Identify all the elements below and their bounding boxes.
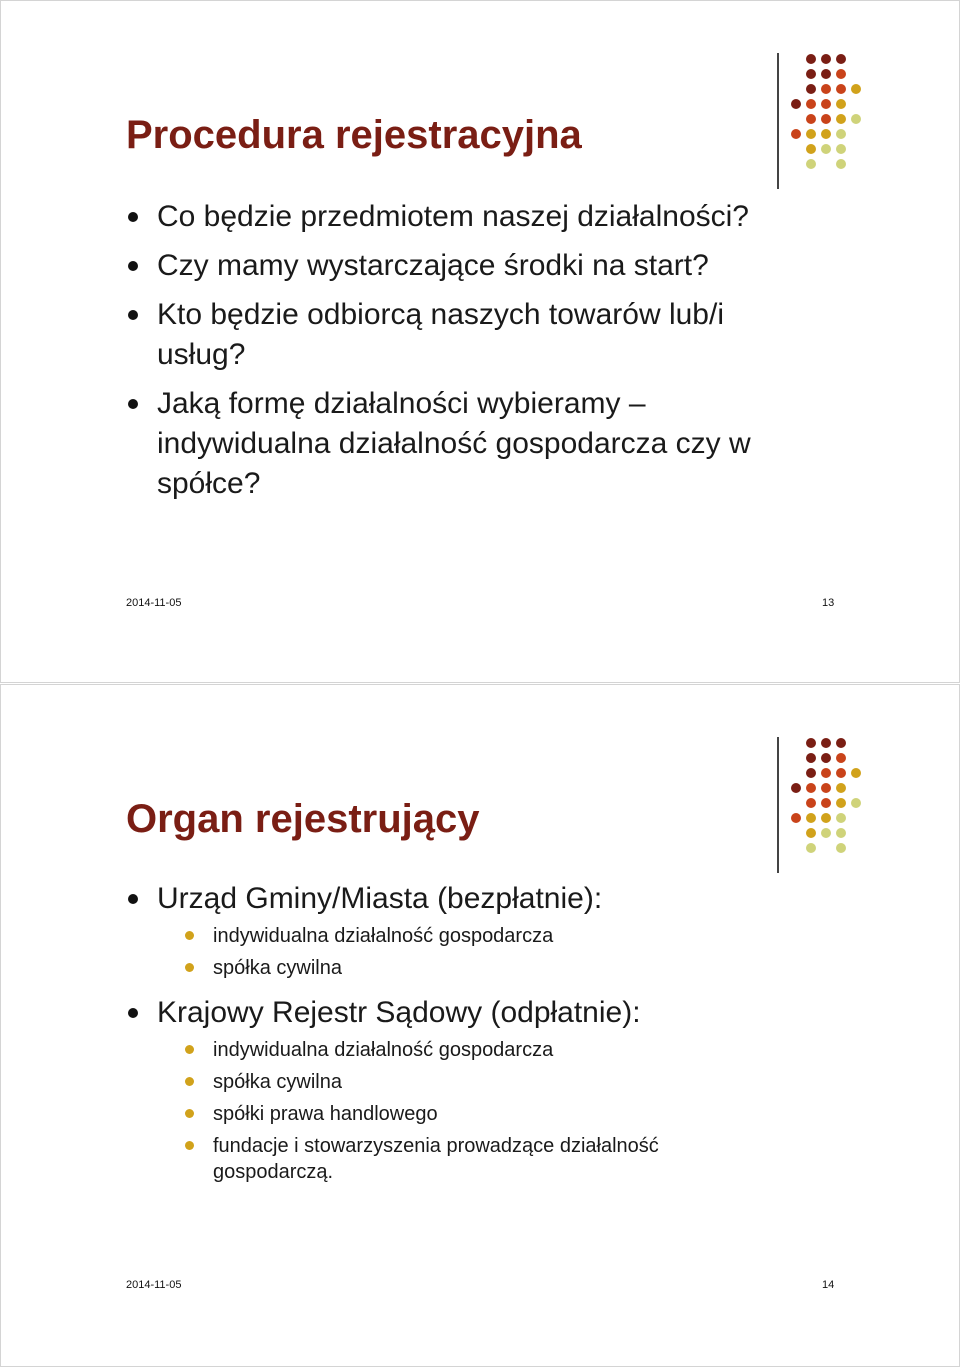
decorative-dot xyxy=(836,84,846,94)
decorative-dot xyxy=(821,84,831,94)
sub-bullet-item: spółka cywilna xyxy=(157,955,826,981)
decorative-dot xyxy=(821,783,831,793)
decorative-dot xyxy=(851,798,861,808)
decorative-dot xyxy=(851,84,861,94)
divider-line xyxy=(777,53,779,189)
page-number: 13 xyxy=(822,597,835,609)
decorative-dot xyxy=(836,69,846,79)
sub-bullet-item: spółki prawa handlowego xyxy=(157,1101,826,1127)
bullet-item: Jaką formę działalności wybieramy – indywidualna działalność gospodarcza czy w spółce? xyxy=(126,384,766,504)
decorative-dot xyxy=(806,99,816,109)
decorative-dot xyxy=(836,129,846,139)
decorative-dot xyxy=(806,843,816,853)
decorative-dot xyxy=(836,813,846,823)
decorative-dot xyxy=(836,753,846,763)
bullet-item: Krajowy Rejestr Sądowy (odpłatnie): xyxy=(126,993,826,1033)
bullet-item: Urząd Gminy/Miasta (bezpłatnie): xyxy=(126,879,826,919)
decorative-dot xyxy=(806,54,816,64)
bullet-item: Kto będzie odbiorcą naszych towarów lub/i usług? xyxy=(126,295,766,375)
slide-title: Organ rejestrujący xyxy=(126,797,480,841)
decorative-dot xyxy=(806,144,816,154)
footer-date: 2014-11-05 xyxy=(126,1279,182,1291)
decorative-dot-pattern xyxy=(777,737,877,877)
decorative-dot xyxy=(806,129,816,139)
decorative-dot xyxy=(791,813,801,823)
decorative-dot xyxy=(791,129,801,139)
decorative-dot xyxy=(836,738,846,748)
decorative-dot xyxy=(821,828,831,838)
decorative-dot xyxy=(806,69,816,79)
decorative-dot xyxy=(791,783,801,793)
decorative-dot xyxy=(851,768,861,778)
sub-bullet-item: indywidualna działalność gospodarcza xyxy=(157,923,826,949)
decorative-dot xyxy=(821,813,831,823)
footer-date: 2014-11-05 xyxy=(126,597,182,609)
decorative-dot xyxy=(851,114,861,124)
decorative-dot xyxy=(806,753,816,763)
decorative-dot xyxy=(806,738,816,748)
decorative-dot xyxy=(821,114,831,124)
decorative-dot xyxy=(821,99,831,109)
sub-bullet-item: fundacje i stowarzyszenia prowadzące działalność gospodarczą. xyxy=(157,1133,733,1185)
bullet-list xyxy=(126,879,826,1185)
decorative-dot xyxy=(836,99,846,109)
decorative-dot xyxy=(821,129,831,139)
decorative-dot xyxy=(821,69,831,79)
decorative-dot xyxy=(806,768,816,778)
decorative-dot xyxy=(806,159,816,169)
bullet-item: Czy mamy wystarczające środki na start? xyxy=(126,246,766,286)
decorative-dot xyxy=(806,798,816,808)
decorative-dot xyxy=(836,843,846,853)
decorative-dot xyxy=(836,144,846,154)
decorative-dot xyxy=(821,798,831,808)
decorative-dot xyxy=(836,828,846,838)
decorative-dot xyxy=(821,768,831,778)
bullet-item: Co będzie przedmiotem naszej działalności? xyxy=(126,197,766,237)
bullet-list xyxy=(126,197,766,504)
decorative-dot xyxy=(836,159,846,169)
decorative-dot xyxy=(836,783,846,793)
decorative-dot-pattern xyxy=(777,53,877,193)
decorative-dot xyxy=(821,738,831,748)
decorative-dot xyxy=(821,753,831,763)
decorative-dot xyxy=(836,798,846,808)
decorative-dot xyxy=(821,144,831,154)
decorative-dot xyxy=(836,54,846,64)
decorative-dot xyxy=(836,114,846,124)
decorative-dot xyxy=(806,84,816,94)
page-number: 14 xyxy=(822,1279,835,1291)
slide-14 xyxy=(0,684,960,1367)
sub-bullet-item: indywidualna działalność gospodarcza xyxy=(157,1037,826,1063)
decorative-dot xyxy=(806,813,816,823)
decorative-dot xyxy=(821,54,831,64)
slide-13 xyxy=(0,0,960,683)
decorative-dot xyxy=(791,99,801,109)
decorative-dot xyxy=(806,828,816,838)
sub-bullet-item: spółka cywilna xyxy=(157,1069,826,1095)
decorative-dot xyxy=(806,114,816,124)
divider-line xyxy=(777,737,779,873)
decorative-dot xyxy=(836,768,846,778)
decorative-dot xyxy=(806,783,816,793)
slide-title: Procedura rejestracyjna xyxy=(126,113,582,157)
